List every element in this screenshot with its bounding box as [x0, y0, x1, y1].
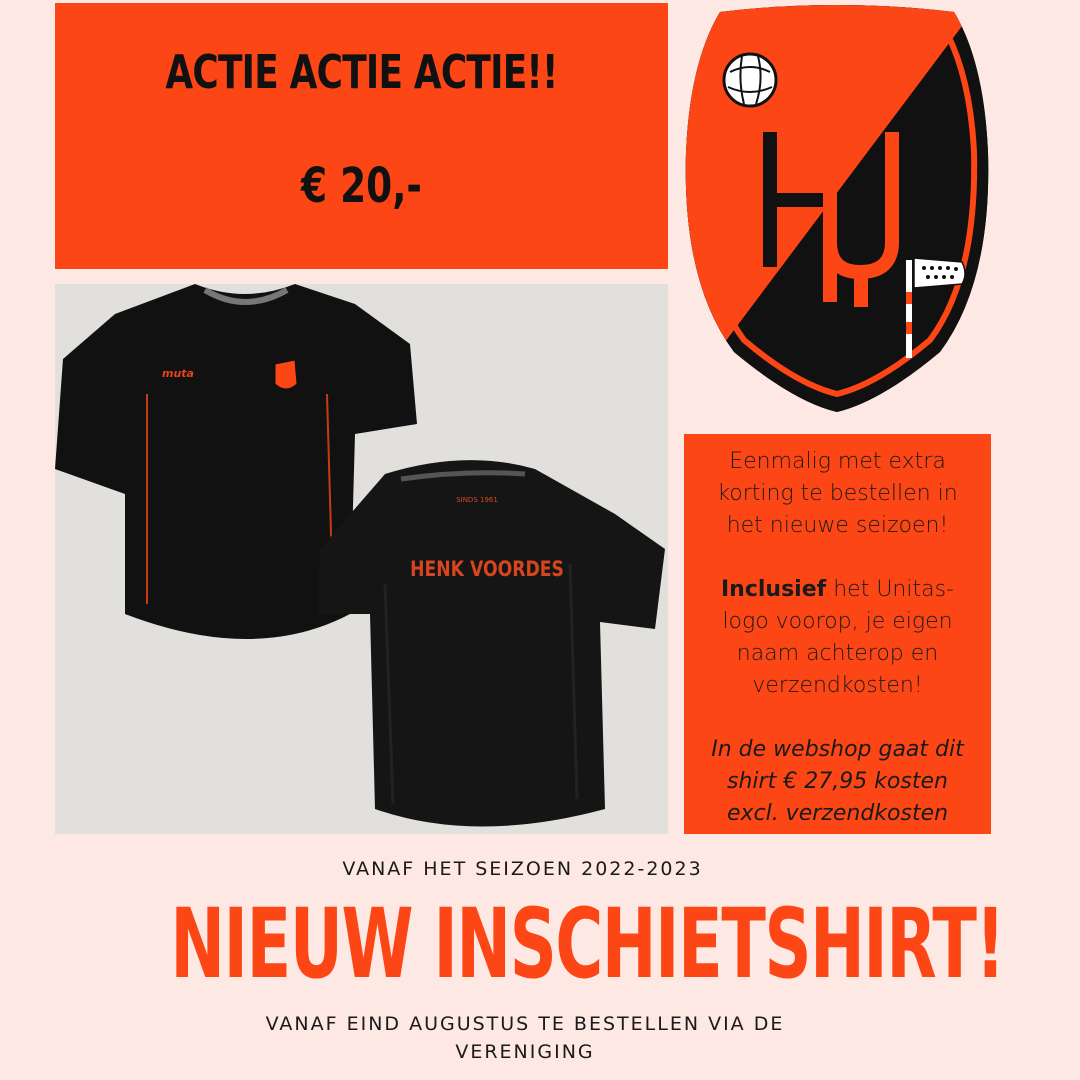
order-line: VANAF EIND AUGUSTUS TE BESTELLEN VIA DE VERENIGING [265, 1013, 785, 1063]
shirt-photo [55, 284, 668, 834]
promo-title: ACTIE ACTIE ACTIE!! [165, 45, 558, 99]
shirt-illustration [55, 284, 668, 834]
brand-label: muta [162, 367, 194, 380]
since-label: SINDS 1961 [456, 496, 498, 504]
club-crest-logo [680, 2, 994, 422]
back-shirt [317, 460, 665, 826]
info-includes-bold: Inclusief [721, 577, 827, 602]
info-intro: Eenmalig met extra korting te bestellen in het nieuwe seizoen! [717, 449, 958, 538]
promo-price: € 20,- [301, 158, 422, 214]
shirt-crest-icon [275, 360, 297, 389]
ball-icon [724, 54, 776, 106]
back-name-label: HENK VOORDES [410, 556, 564, 582]
info-webshop: In de webshop gaat dit shirt € 27,95 kosten excl. verzendkosten [711, 737, 964, 826]
info-box [684, 434, 991, 834]
headline: NIEUW INSCHIETSHIRT! [170, 888, 1004, 1000]
info-includes-rest: het Unitas-logo voorop, je eigen naam achterop en verzendkosten! [722, 577, 954, 698]
season-line: VANAF HET SEIZOEN 2022-2023 [342, 858, 703, 880]
promo-banner [55, 3, 668, 269]
info-includes [684, 574, 991, 702]
